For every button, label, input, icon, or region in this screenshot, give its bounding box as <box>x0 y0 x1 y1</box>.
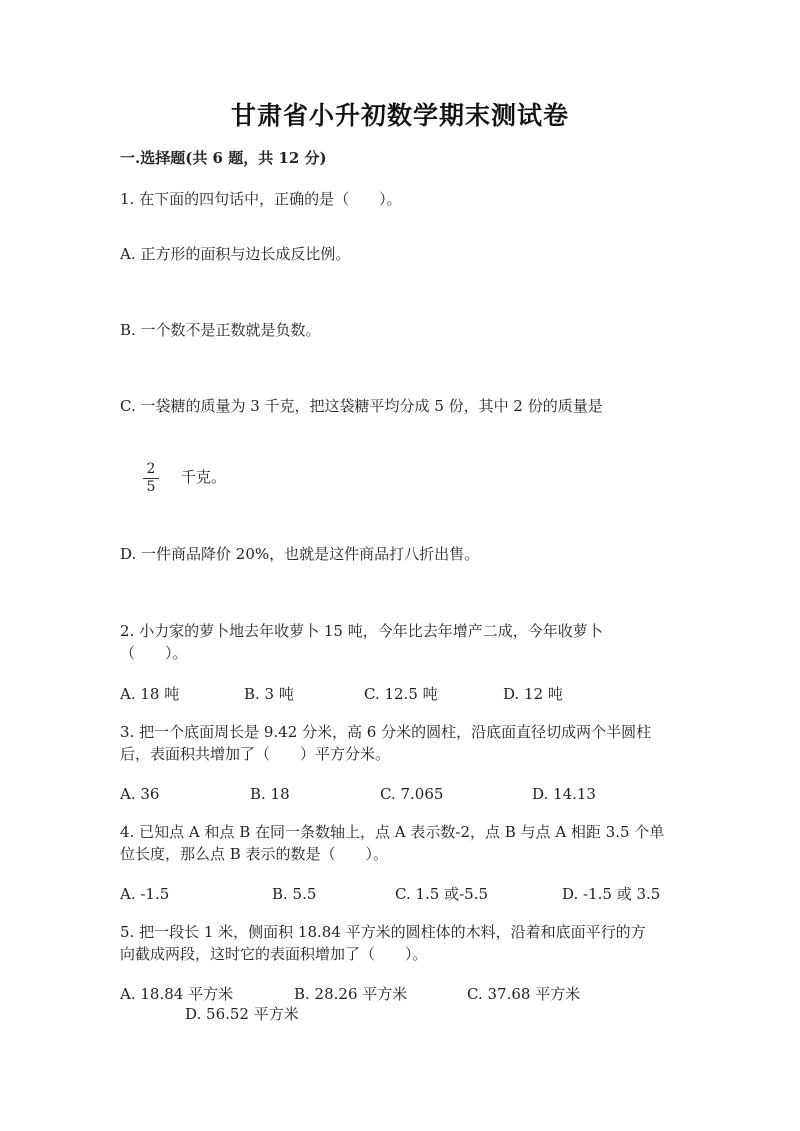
question-2-option-c: C. 12.5 吨 <box>364 685 438 703</box>
question-3-option-a: A. 36 <box>120 785 160 803</box>
question-4-stem-line2: 位长度，那么点 B 表示的数是（ ）。 <box>120 845 389 863</box>
question-5-option-c: C. 37.68 平方米 <box>467 985 581 1003</box>
question-5-stem-line2: 向截成两段，这时它的表面积增加了（ ）。 <box>120 945 428 963</box>
question-2-option-d: D. 12 吨 <box>503 685 563 703</box>
question-3-stem-line1: 3. 把一个底面周长是 9.42 分米，高 6 分米的圆柱，沿底面直径切成两个半圆柱 <box>120 723 652 741</box>
question-1-option-b: B. 一个数不是正数就是负数。 <box>120 321 321 339</box>
question-1-option-a: A. 正方形的面积与边长成反比例。 <box>120 245 351 263</box>
question-2-stem-line1: 2. 小力家的萝卜地去年收萝卜 15 吨，今年比去年增产二成，今年收萝卜 <box>120 622 603 640</box>
fraction-denominator: 5 <box>146 479 156 495</box>
fraction-numerator: 2 <box>146 461 156 477</box>
question-1-option-d: D. 一件商品降价 20%，也就是这件商品打八折出售。 <box>120 545 480 563</box>
question-4-option-c: C. 1.5 或-5.5 <box>395 885 489 903</box>
question-1-stem: 1. 在下面的四句话中，正确的是（ ）。 <box>120 190 402 208</box>
question-5-option-d: D. 56.52 平方米 <box>185 1005 299 1023</box>
question-3-option-b: B. 18 <box>250 785 290 803</box>
question-1-option-c-fraction <box>143 462 159 495</box>
section-heading: 一.选择题(共 6 题，共 12 分) <box>120 149 327 167</box>
question-4-option-b: B. 5.5 <box>272 885 317 903</box>
question-5-option-a: A. 18.84 平方米 <box>120 985 234 1003</box>
question-2-stem-line2: （ ）。 <box>120 644 188 662</box>
question-2-option-b: B. 3 吨 <box>244 685 294 703</box>
question-5-stem-line1: 5. 把一段长 1 米，侧面积 18.84 平方米的圆柱体的木料，沿着和底面平行的方 <box>120 923 646 941</box>
page-title: 甘肃省小升初数学期末测试卷 <box>230 101 569 130</box>
question-4-option-d: D. -1.5 或 3.5 <box>562 885 661 903</box>
question-5-option-b: B. 28.26 平方米 <box>294 985 408 1003</box>
question-1-option-c-unit: 千克。 <box>181 468 227 486</box>
question-1-option-c: C. 一袋糖的质量为 3 千克，把这袋糖平均分成 5 份，其中 2 份的质量是 <box>120 397 603 415</box>
question-3-option-c: C. 7.065 <box>380 785 444 803</box>
question-3-option-d: D. 14.13 <box>532 785 596 803</box>
question-4-stem-line1: 4. 已知点 A 和点 B 在同一条数轴上，点 A 表示数-2，点 B 与点 A 相距 3.5 个单 <box>120 823 665 841</box>
question-2-option-a: A. 18 吨 <box>120 685 180 703</box>
question-3-stem-line2: 后，表面积共增加了（ ）平方分米。 <box>120 745 391 763</box>
question-4-option-a: A. -1.5 <box>120 885 170 903</box>
